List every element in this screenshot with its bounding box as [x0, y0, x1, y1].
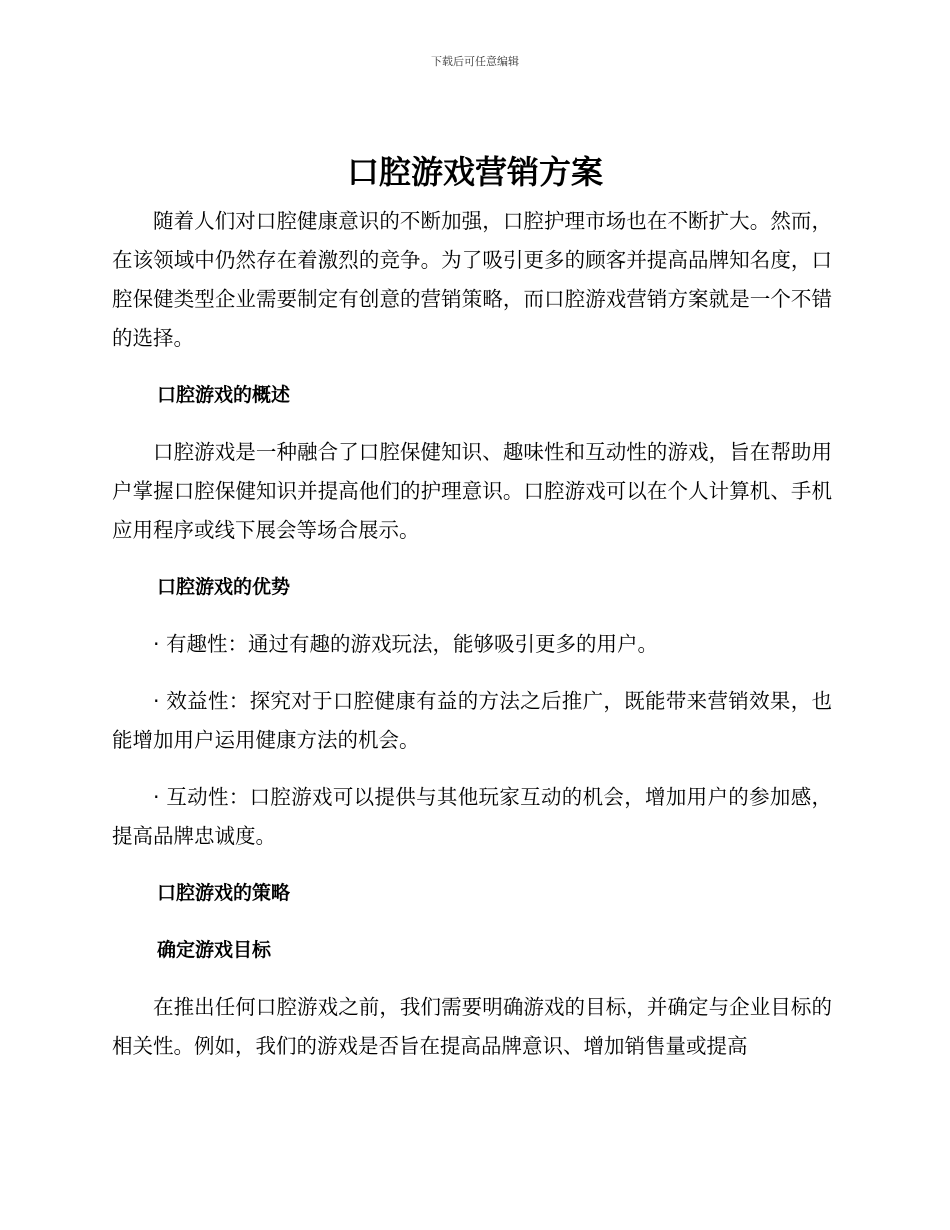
overview-paragraph: 口腔游戏是一种融合了口腔保健知识、趣味性和互动性的游戏，旨在帮助用户掌握口腔保健知识并提高他们的护理意识。口腔游戏可以在个人计算机、手机应用程序或线下展会等场合展示。 [112, 440, 832, 542]
page-header-note: 下载后可任意编辑 [431, 55, 519, 68]
strategy-paragraph: 在推出任何口腔游戏之前，我们需要明确游戏的目标，并确定与企业目标的相关性。例如，我们的游戏是否旨在提高品牌意识、增加销售量或提高 [112, 995, 832, 1058]
advantage-item-interaction: · 互动性：口腔游戏可以提供与其他玩家互动的机会，增加用户的参加感，提高品牌忠诚度。 [112, 785, 832, 848]
subheading-game-goal: 确定游戏目标 [157, 939, 272, 961]
document-title: 口腔游戏营销方案 [346, 153, 603, 191]
section-heading-overview: 口腔游戏的概述 [157, 384, 291, 406]
document-body [112, 202, 832, 1066]
advantage-item-benefit: · 效益性：探究对于口腔健康有益的方法之后推广，既能带来营销效果，也能增加用户运用健康方法的机会。 [112, 689, 832, 752]
intro-paragraph: 随着人们对口腔健康意识的不断加强，口腔护理市场也在不断扩大。然而，在该领域中仍然存在着激烈的竞争。为了吸引更多的顾客并提高品牌知名度，口腔保健类型企业需要制定有创意的营销策略，而口腔游戏营销方案就是一个不错的选择。 [112, 209, 832, 350]
section-heading-advantages: 口腔游戏的优势 [157, 576, 291, 598]
advantage-item-fun: · 有趣性：通过有趣的游戏玩法，能够吸引更多的用户。 [153, 632, 659, 656]
section-heading-strategy: 口腔游戏的策略 [157, 882, 291, 904]
